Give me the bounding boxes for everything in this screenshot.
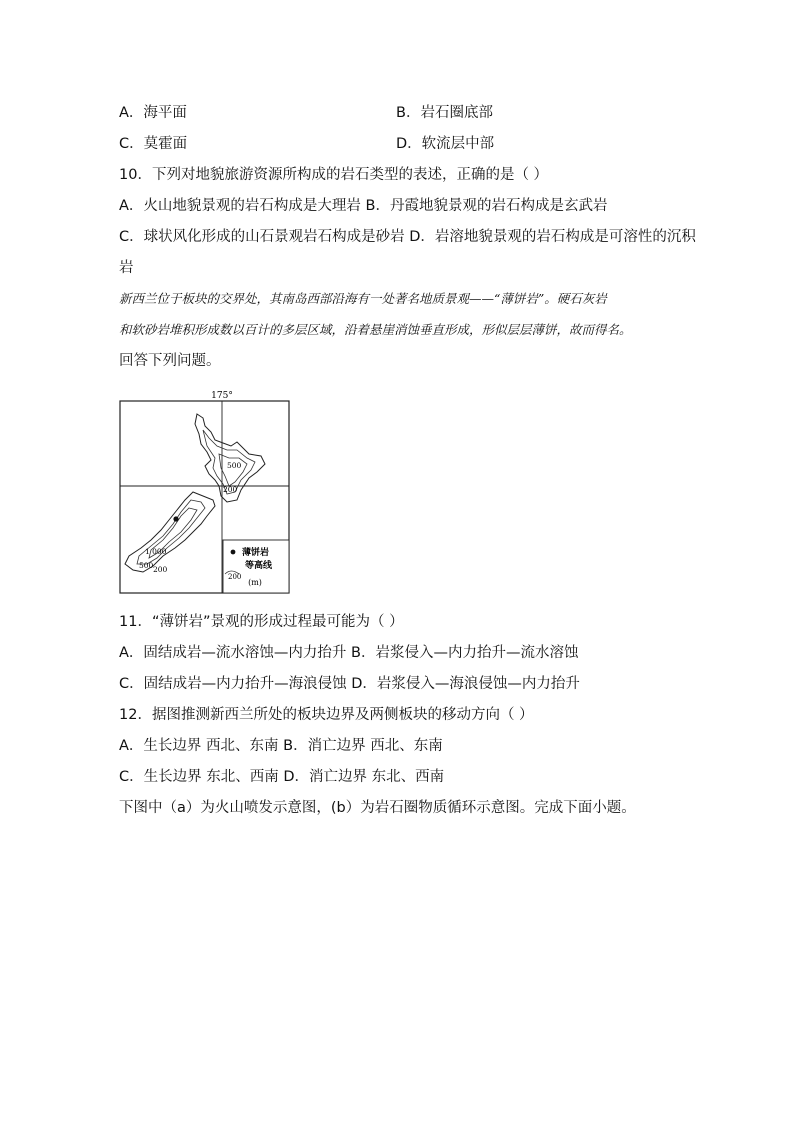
legend-point-label: 薄饼岩 (242, 548, 270, 558)
longitude-label: 175° (211, 391, 233, 401)
q12-options-ab: A．生长边界 西北、东南 B．消亡边界 西北、东南 (119, 738, 443, 754)
q10-options-cd-continued: 岩 (119, 260, 134, 276)
contour-label-500-north: 500 (227, 461, 242, 470)
legend-point-icon (231, 550, 236, 555)
contour-label-500-south: 500 (139, 561, 154, 570)
q10-stem: 10．下列对地貌旅游资源所构成的岩石类型的表述，正确的是（ ） (119, 167, 549, 183)
contour-label-200-north: 200 (223, 485, 238, 494)
q10-options-cd: C．球状风化形成的山石景观岩石构成是砂岩 D．岩溶地貌景观的岩石构成是可溶性的沉积 (119, 229, 696, 245)
q12-options-cd: C．生长边界 东北、西南 D．消亡边界 东北、西南 (119, 769, 445, 785)
q9-option-b: B．岩石圈底部 (396, 105, 493, 121)
q11-options-ab: A．固结成岩—流水溶蚀—内力抬升 B．岩浆侵入—内力抬升—流水溶蚀 (119, 645, 579, 661)
contour-label-1000-south: 1 000 (145, 547, 167, 556)
q11-stem: 11．“薄饼岩”景观的形成过程最可能为（ ） (119, 614, 404, 630)
next-question-intro: 下图中（a）为火山喷发示意图，(b）为岩石圈物质循环示意图。完成下面小题。 (119, 800, 636, 816)
pancake-rocks-point (173, 516, 178, 521)
q11-options-cd: C．固结成岩—内力抬升—海浪侵蚀 D．岩浆侵入—海浪侵蚀—内力抬升 (119, 676, 580, 692)
passage-line-3: 回答下列问题。 (119, 353, 221, 369)
legend-contour-value: 200 (228, 573, 242, 581)
new-zealand-map (119, 388, 291, 594)
passage-line-1: 新西兰位于板块的交界处，其南岛西部沿海有一处著名地质景观——“薄饼岩”。硬石灰岩 (119, 291, 607, 306)
contour-label-200-south: 200 (153, 565, 168, 574)
q12-stem: 12．据图推测新西兰所处的板块边界及两侧板块的移动方向（ ） (119, 707, 534, 723)
passage-line-2: 和软砂岩堆积形成数以百计的多层区域，沿着悬崖消蚀垂直形成，形似层层薄饼，故而得名。 (119, 322, 632, 337)
q10-options-ab: A．火山地貌景观的岩石构成是大理岩 B．丹霞地貌景观的岩石构成是玄武岩 (119, 198, 608, 214)
legend-contour-label: 等高线 (245, 561, 273, 571)
legend-unit: (m) (248, 578, 262, 587)
q9-option-d: D．软流层中部 (396, 136, 495, 152)
q9-option-a: A．海平面 (119, 105, 187, 121)
q9-option-c: C．莫霍面 (119, 136, 188, 152)
